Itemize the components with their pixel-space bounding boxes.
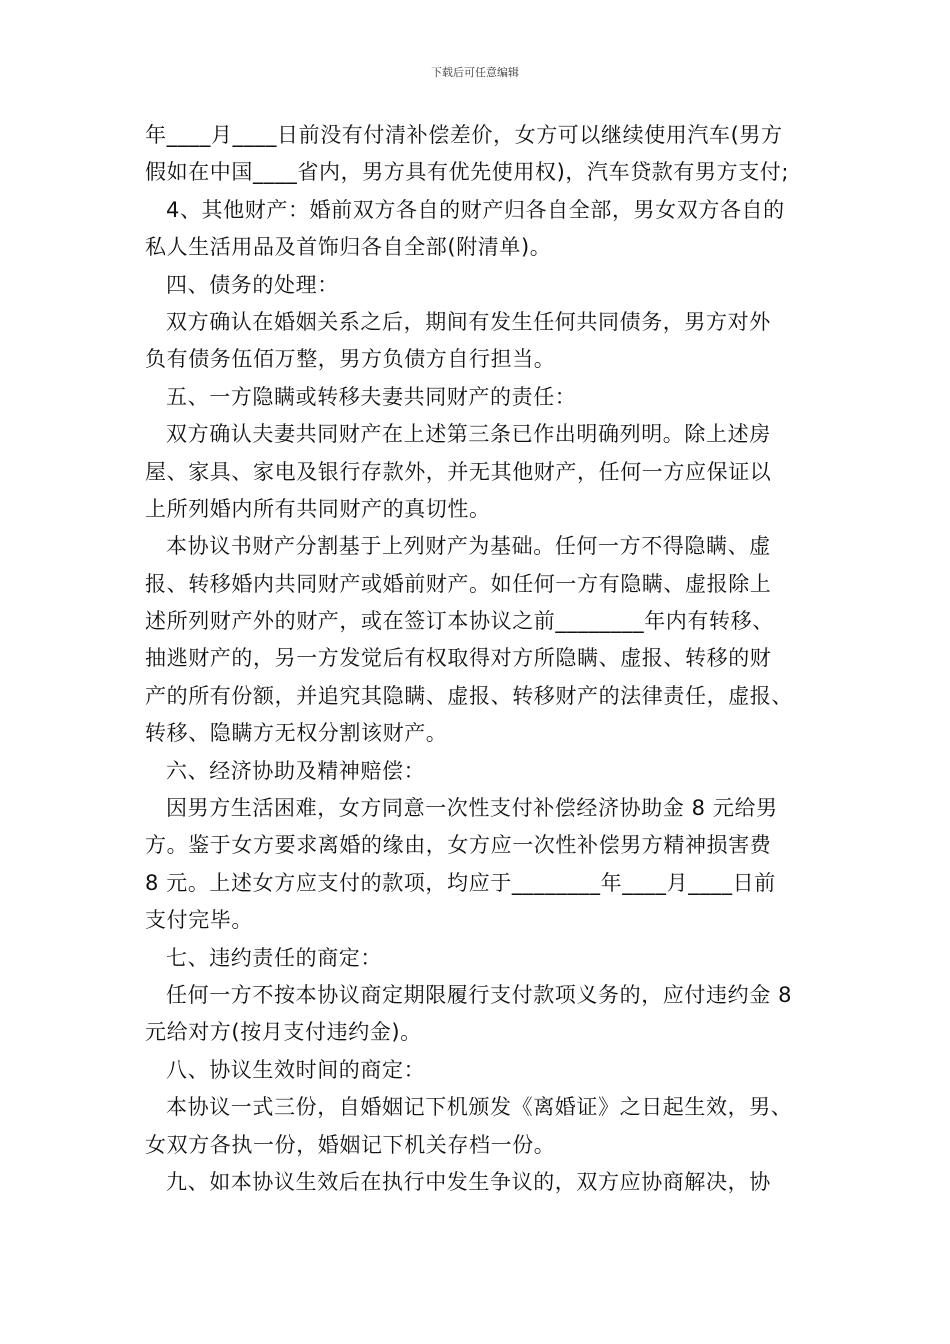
text-line: 任何一方不按本协议商定期限履行支付款项义务的，应付违约金 8 <box>166 982 793 1007</box>
text-line: 述所列财产外的财产，或在签订本协议之前________年内有转移、 <box>145 609 774 634</box>
section-heading: 七、违约责任的商定： <box>166 945 382 970</box>
text-line: 年____月____日前没有付清补偿差价，女方可以继续使用汽车(男方 <box>145 123 783 147</box>
section-heading: 五、一方隐瞒或转移夫妻共同财产的责任： <box>166 384 577 409</box>
text-line: 上所列婚内所有共同财产的真切性。 <box>145 496 491 521</box>
text-line: 产的所有份额，并追究其隐瞒、虚报、转移财产的法律责任，虚报、 <box>145 683 793 708</box>
text-line: 假如在中国____省内，男方具有优先使用权)，汽车贷款有男方支付; <box>145 160 790 185</box>
text-line: 4、其他财产：婚前双方各自的财产归各自全部，男女双方各自的 <box>166 197 785 222</box>
text-line: 报、转移婚内共同财产或婚前财产。如任何一方有隐瞒、虚报除上 <box>145 571 772 596</box>
text-line: 支付完毕。 <box>145 908 253 933</box>
text-line: 女双方各执一份，婚姻记下机关存档一份。 <box>145 1132 556 1157</box>
text-line: 8 元。上述女方应支付的款项，均应于________年____月____日前 <box>145 870 776 895</box>
section-heading: 八、协议生效时间的商定： <box>166 1057 426 1082</box>
text-line: 抽逃财产的，另一方发觉后有权取得对方所隐瞒、虚报、转移的财 <box>145 646 772 671</box>
text-line: 因男方生活困难，女方同意一次性支付补偿经济协助金 8 元给男 <box>166 796 778 821</box>
text-line: 负有债务伍佰万整，男方负债方自行担当。 <box>145 347 556 372</box>
text-line: 私人生活用品及首饰归各自全部(附清单)。 <box>145 235 552 260</box>
text-line: 屋、家具、家电及银行存款外，并无其他财产，任何一方应保证以 <box>145 459 772 484</box>
section-heading: 四、债务的处理： <box>166 272 339 297</box>
page-header-note: 下载后可任意编辑 <box>431 66 519 79</box>
text-line: 双方确认夫妻共同财产在上述第三条已作出明确列明。除上述房 <box>166 422 771 447</box>
text-line: 元给对方(按月支付违约金)。 <box>145 1020 422 1045</box>
section-heading: 六、经济协助及精神赔偿： <box>166 758 426 783</box>
document-body <box>145 117 825 1201</box>
text-line: 方。鉴于女方要求离婚的缘由，女方应一次性补偿男方精神损害费 <box>145 833 772 858</box>
text-line: 本协议书财产分割基于上列财产为基础。任何一方不得隐瞒、虚 <box>166 534 771 559</box>
text-line: 双方确认在婚姻关系之后，期间有发生任何共同债务，男方对外 <box>166 309 771 334</box>
text-line: 本协议一式三份，自婚姻记下机颁发《离婚证》之日起生效，男、 <box>166 1095 793 1120</box>
text-line: 转移、隐瞒方无权分割该财产。 <box>145 721 448 746</box>
section-heading: 九、如本协议生效后在执行中发生争议的，双方应协商解决，协 <box>166 1169 771 1194</box>
